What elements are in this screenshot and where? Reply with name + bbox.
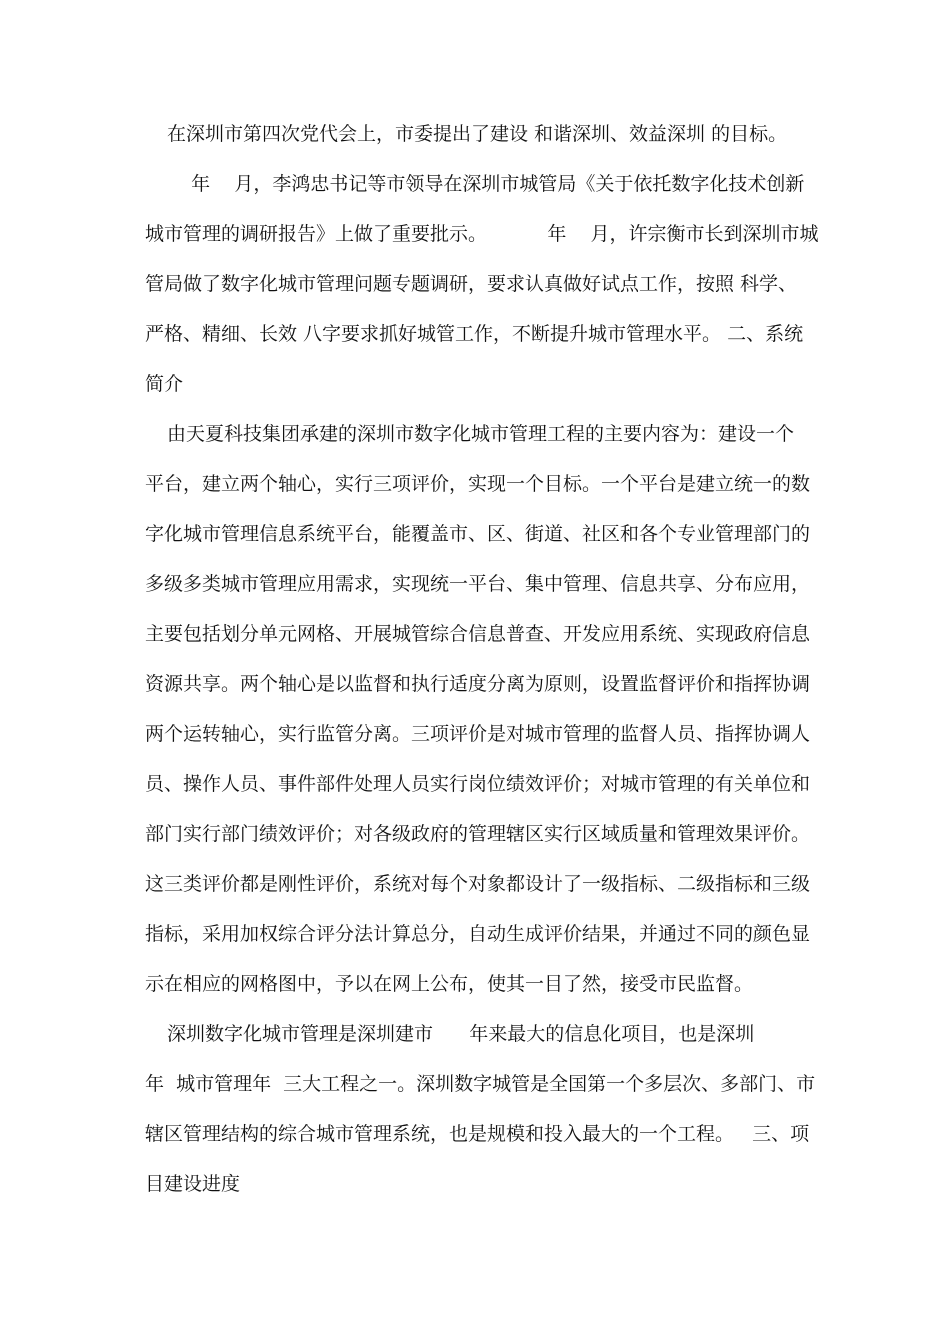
text-line-5: 严格、精细、长效 八字要求抓好城管工作，不断提升城市管理水平。 二、系统 xyxy=(145,323,804,345)
text-line-19: 深圳数字化城市管理是深圳建市 年来最大的信息化项目，也是深圳 xyxy=(167,1023,755,1045)
text-line-16: 这三类评价都是刚性评价，系统对每个对象都设计了一级指标、二级指标和三级 xyxy=(145,873,811,895)
text-line-4: 管局做了数字化城市管理问题专题调研，要求认真做好试点工作，按照 科学、 xyxy=(145,273,798,295)
text-line-14: 员、操作人员、事件部件处理人员实行岗位绩效评价；对城市管理的有关单位和 xyxy=(145,773,811,795)
text-line-9: 字化城市管理信息系统平台，能覆盖市、区、街道、社区和各个专业管理部门的 xyxy=(145,523,811,545)
text-line-15: 部门实行部门绩效评价；对各级政府的管理辖区实行区域质量和管理效果评价。 xyxy=(145,823,811,845)
text-line-13: 两个运转轴心，实行监管分离。三项评价是对城市管理的监督人员、指挥协调人 xyxy=(145,723,811,745)
text-line-1: 在深圳市第四次党代会上，市委提出了建设 和谐深圳、效益深圳 的目标。 xyxy=(167,123,788,145)
text-line-21: 辖区管理结构的综合城市管理系统，也是规模和投入最大的一个工程。 三、项 xyxy=(145,1123,810,1145)
text-line-8: 平台，建立两个轴心，实行三项评价，实现一个目标。一个平台是建立统一的数 xyxy=(145,473,811,495)
text-line-11: 主要包括划分单元网格、开展城管综合信息普查、开发应用系统、实现政府信息 xyxy=(145,623,811,645)
text-line-17: 指标，采用加权综合评分法计算总分，自动生成评价结果，并通过不同的颜色显 xyxy=(145,923,811,945)
text-line-7: 由天夏科技集团承建的深圳市数字化城市管理工程的主要内容为：建设一个 xyxy=(167,423,795,445)
text-line-22: 目建设进度 xyxy=(145,1173,241,1195)
text-line-20: 年 城市管理年 三大工程之一。深圳数字城管是全国第一个多层次、多部门、市 xyxy=(145,1073,816,1095)
text-line-10: 多级多类城市管理应用需求，实现统一平台、集中管理、信息共享、分布应用， xyxy=(145,573,811,595)
text-line-6: 简介 xyxy=(145,373,184,395)
text-line-3: 城市管理的调研报告》上做了重要批示。 年 月，许宗衡市长到深圳市城 xyxy=(145,223,819,245)
text-line-18: 示在相应的网格图中，予以在网上公布，使其一目了然，接受市民监督。 xyxy=(145,973,754,995)
text-line-2: 年 月，李鸿忠书记等市领导在深圳市城管局《关于依托数字化技术创新 xyxy=(167,173,805,195)
text-line-12: 资源共享。两个轴心是以监督和执行适度分离为原则，设置监督评价和指挥协调 xyxy=(145,673,811,695)
